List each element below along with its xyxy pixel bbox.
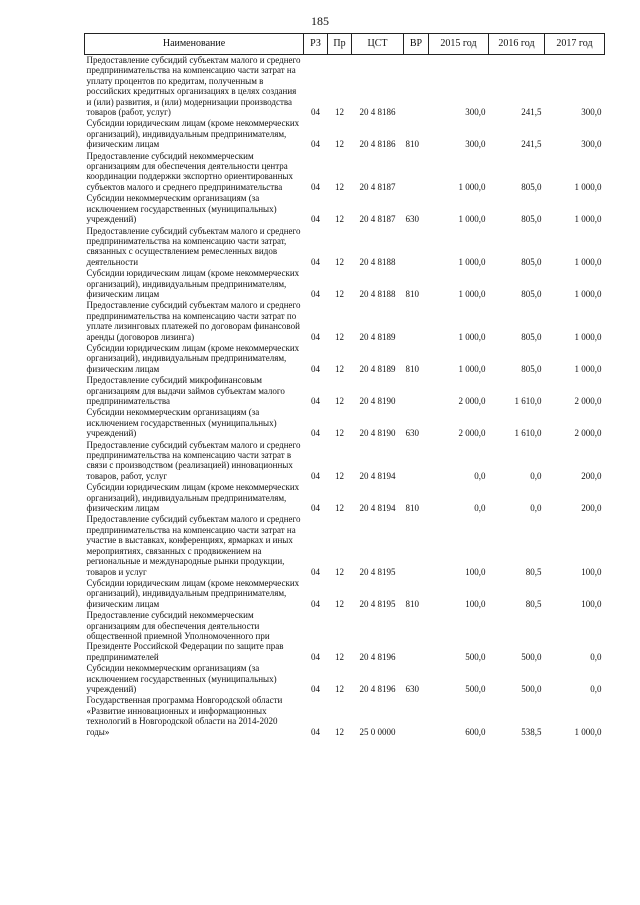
cell-pr: 12 [335, 214, 344, 225]
cell-name: Субсидии некоммерческим организациям (за исключением государственных (муниципальных) учреждений) [86, 193, 277, 225]
cell-rz: 04 [311, 470, 320, 481]
cell-rz: 04 [311, 214, 320, 225]
cell-rz: 04 [311, 566, 320, 577]
cell-2015: 100,0 [465, 598, 486, 609]
table-row [85, 151, 605, 194]
cell-vr: 810 [405, 288, 419, 299]
cell-2017: 100,0 [581, 598, 602, 609]
cell-2017: 1 000,0 [574, 214, 602, 225]
cell-cst: 20 4 8186 [359, 107, 396, 118]
cell-2017: 1 000,0 [574, 256, 602, 267]
cell-pr: 12 [335, 331, 344, 342]
cell-pr: 12 [335, 288, 344, 299]
cell-2017: 1 000,0 [574, 331, 602, 342]
cell-pr: 12 [335, 683, 344, 694]
cell-vr: 630 [405, 214, 419, 225]
cell-2016: 0,0 [530, 470, 542, 481]
cell-2017: 1 000,0 [574, 288, 602, 299]
cell-pr: 12 [335, 503, 344, 514]
cell-rz: 04 [311, 139, 320, 150]
cell-2016: 805,0 [521, 331, 542, 342]
cell-rz: 04 [311, 726, 320, 737]
cell-name: Предоставление субсидий субъектам малого и среднего предпринимательства на компенсацию части затрат на участие в выставках, конференциях, ярмарках и иных мероприятиях, связанных с продвижением на региональные и международные рынки продукции, товаров и услуг [86, 514, 301, 577]
cell-name: Субсидии некоммерческим организациям (за исключением государственных (муниципальных) учреждений) [86, 407, 277, 439]
cell-2016: 241,5 [521, 107, 542, 118]
table-row [85, 663, 605, 695]
header-pr: Пр [328, 34, 352, 55]
cell-2015: 300,0 [465, 139, 486, 150]
cell-vr: 630 [405, 428, 419, 439]
cell-2015: 1 000,0 [458, 331, 486, 342]
cell-cst: 20 4 8187 [359, 214, 396, 225]
cell-vr [404, 695, 429, 738]
cell-name: Субсидии юридическим лицам (кроме некоммерческих организаций), индивидуальным предпринимателям, физическим лицам [86, 482, 300, 514]
cell-rz: 04 [311, 107, 320, 118]
header-2017: 2017 год [545, 34, 605, 55]
cell-rz: 04 [311, 396, 320, 406]
cell-rz: 04 [311, 428, 320, 439]
cell-rz: 04 [311, 256, 320, 267]
cell-pr: 12 [335, 107, 344, 118]
cell-name: Предоставление субсидий микрофинансовым организациям для выдачи займов субъектам малого предпринимательства [86, 375, 285, 406]
table-row [85, 514, 605, 577]
cell-2015: 500,0 [465, 683, 486, 694]
cell-name: Субсидии некоммерческим организациям (за исключением государственных (муниципальных) учреждений) [86, 663, 277, 694]
cell-cst: 20 4 8195 [359, 566, 396, 577]
cell-cst: 20 4 8188 [359, 256, 396, 267]
cell-2016: 80,5 [525, 566, 542, 577]
table-row [85, 55, 605, 119]
cell-vr [404, 610, 429, 663]
cell-cst: 20 4 8189 [359, 363, 396, 374]
cell-pr: 12 [335, 181, 344, 192]
cell-2015: 2 000,0 [458, 428, 486, 439]
header-2016: 2016 год [489, 34, 545, 55]
cell-2017: 0,0 [590, 683, 602, 694]
cell-2015: 300,0 [465, 107, 486, 118]
table-row [85, 300, 605, 343]
cell-2015: 2 000,0 [458, 396, 486, 406]
header-cst: ЦСТ [352, 34, 404, 55]
cell-pr: 12 [335, 396, 344, 406]
table-row [85, 375, 605, 407]
cell-pr: 12 [335, 139, 344, 150]
cell-name: Предоставление субсидий некоммерческим организациям для обеспечения деятельности общественной приемной Уполномоченного при Президенте Российской Федерации по защите прав предпринимателей [86, 610, 284, 662]
cell-name: Субсидии юридическим лицам (кроме некоммерческих организаций), индивидуальным предпринимателям, физическим лицам [86, 342, 300, 374]
cell-name: Субсидии юридическим лицам (кроме некоммерческих организаций), индивидуальным предпринимателям, физическим лицам [86, 268, 300, 299]
cell-rz: 04 [311, 651, 320, 662]
cell-2016: 538,5 [521, 726, 542, 737]
cell-2016: 805,0 [521, 363, 542, 374]
cell-rz: 04 [311, 363, 320, 374]
cell-vr [404, 440, 429, 483]
cell-2016: 805,0 [521, 288, 542, 299]
cell-vr: 810 [405, 139, 419, 150]
cell-vr [404, 514, 429, 577]
cell-2015: 100,0 [465, 566, 486, 577]
table-row [85, 610, 605, 663]
cell-cst: 20 4 8190 [359, 428, 396, 439]
cell-cst: 25 0 0000 [359, 726, 396, 737]
cell-vr: 630 [405, 683, 419, 694]
cell-name: Субсидии юридическим лицам (кроме некоммерческих организаций), индивидуальным предпринимателям, физическим лицам [86, 118, 300, 150]
cell-cst: 20 4 8189 [359, 331, 396, 342]
cell-vr [404, 55, 429, 119]
cell-name: Предоставление субсидий субъектам малого и среднего предпринимательства на компенсацию части затрат в связи с производством (реализацией) инновационных товаров, работ, услуг [86, 439, 301, 481]
cell-2017: 300,0 [581, 107, 602, 118]
cell-pr: 12 [335, 470, 344, 481]
cell-2017: 200,0 [581, 470, 602, 481]
table-row [85, 343, 605, 375]
cell-vr [404, 375, 429, 407]
cell-rz: 04 [311, 181, 320, 192]
cell-vr: 810 [405, 363, 419, 374]
cell-2017: 1 000,0 [574, 726, 602, 737]
header-name: Наименование [85, 34, 304, 55]
page-number: 185 [311, 14, 329, 28]
cell-2015: 1 000,0 [458, 214, 486, 225]
cell-2017: 2 000,0 [574, 428, 602, 439]
cell-cst: 20 4 8195 [359, 598, 396, 609]
cell-rz: 04 [311, 288, 320, 299]
cell-2017: 100,0 [581, 566, 602, 577]
header-rz: РЗ [304, 34, 328, 55]
cell-vr [404, 300, 429, 343]
cell-cst: 20 4 8194 [359, 503, 396, 514]
cell-cst: 20 4 8188 [359, 288, 396, 299]
table-row [85, 482, 605, 514]
cell-2016: 1 610,0 [514, 428, 542, 439]
cell-2017: 300,0 [581, 139, 602, 150]
table-row [85, 268, 605, 300]
table-row [85, 407, 605, 439]
cell-pr: 12 [335, 566, 344, 577]
cell-2016: 241,5 [521, 139, 542, 150]
cell-2017: 200,0 [581, 503, 602, 514]
cell-rz: 04 [311, 503, 320, 514]
cell-pr: 12 [335, 363, 344, 374]
cell-2015: 1 000,0 [458, 256, 486, 267]
table-row [85, 578, 605, 610]
cell-name: Государственная программа Новгородской области «Развитие инновационных и информационных технологий в Новгородской области на 2014-2020 годы» [86, 695, 283, 737]
cell-2016: 500,0 [521, 683, 542, 694]
cell-pr: 12 [335, 256, 344, 267]
table-row [85, 193, 605, 225]
cell-2015: 600,0 [465, 726, 486, 737]
cell-2017: 0,0 [590, 651, 602, 662]
cell-vr: 810 [405, 503, 419, 514]
budget-table [84, 33, 605, 738]
table-header-row [85, 34, 605, 55]
header-vr: ВР [404, 34, 429, 55]
cell-cst: 20 4 8190 [359, 396, 396, 406]
cell-2016: 805,0 [521, 214, 542, 225]
cell-cst: 20 4 8186 [359, 139, 396, 150]
table-row [85, 226, 605, 269]
cell-2016: 500,0 [521, 651, 542, 662]
cell-pr: 12 [335, 651, 344, 662]
cell-2016: 1 610,0 [514, 396, 542, 406]
cell-2016: 80,5 [525, 598, 542, 609]
cell-name: Предоставление субсидий субъектам малого и среднего предпринимательства на компенсацию части затрат на уплату процентов по кредитам, полученным в российских кредитных организациях в целях создания и (или) развития, и (или) модернизации производства товаров (работ, услуг) [86, 55, 301, 118]
cell-pr: 12 [335, 428, 344, 439]
cell-name: Субсидии юридическим лицам (кроме некоммерческих организаций), индивидуальным предпринимателям, физическим лицам [86, 577, 300, 609]
cell-pr: 12 [335, 726, 344, 737]
cell-pr: 12 [335, 598, 344, 609]
cell-2017: 1 000,0 [574, 363, 602, 374]
cell-cst: 20 4 8194 [359, 470, 396, 481]
cell-2016: 805,0 [521, 256, 542, 267]
cell-name: Предоставление субсидий субъектам малого и среднего предпринимательства на компенсацию части затрат по уплате лизинговых платежей по договорам финансовой аренды (договоров лизинга) [86, 300, 301, 342]
cell-vr: 810 [405, 598, 419, 609]
table-row [85, 118, 605, 150]
cell-name: Предоставление субсидий некоммерческим организациям для обеспечения деятельности центра координации поддержки экспортно ориентированных субъектов малого и среднего предпринимательства [86, 150, 293, 192]
table-row [85, 695, 605, 738]
cell-2015: 1 000,0 [458, 363, 486, 374]
cell-2015: 0,0 [474, 470, 486, 481]
cell-2016: 0,0 [530, 503, 542, 514]
cell-2017: 2 000,0 [574, 396, 602, 406]
cell-cst: 20 4 8196 [359, 651, 396, 662]
cell-2015: 1 000,0 [458, 288, 486, 299]
cell-2017: 1 000,0 [574, 181, 602, 192]
cell-name: Предоставление субсидий субъектам малого и среднего предпринимательства на компенсацию части затрат, связанных с осуществлением ремесленных видов деятельности [86, 225, 301, 267]
cell-cst: 20 4 8196 [359, 683, 396, 694]
cell-rz: 04 [311, 683, 320, 694]
header-2015: 2015 год [429, 34, 489, 55]
cell-2015: 500,0 [465, 651, 486, 662]
cell-rz: 04 [311, 331, 320, 342]
table-row [85, 440, 605, 483]
cell-2016: 805,0 [521, 181, 542, 192]
cell-cst: 20 4 8187 [359, 181, 396, 192]
cell-2015: 0,0 [474, 503, 486, 514]
cell-vr [404, 151, 429, 194]
cell-vr [404, 226, 429, 269]
cell-rz: 04 [311, 598, 320, 609]
cell-2015: 1 000,0 [458, 181, 486, 192]
